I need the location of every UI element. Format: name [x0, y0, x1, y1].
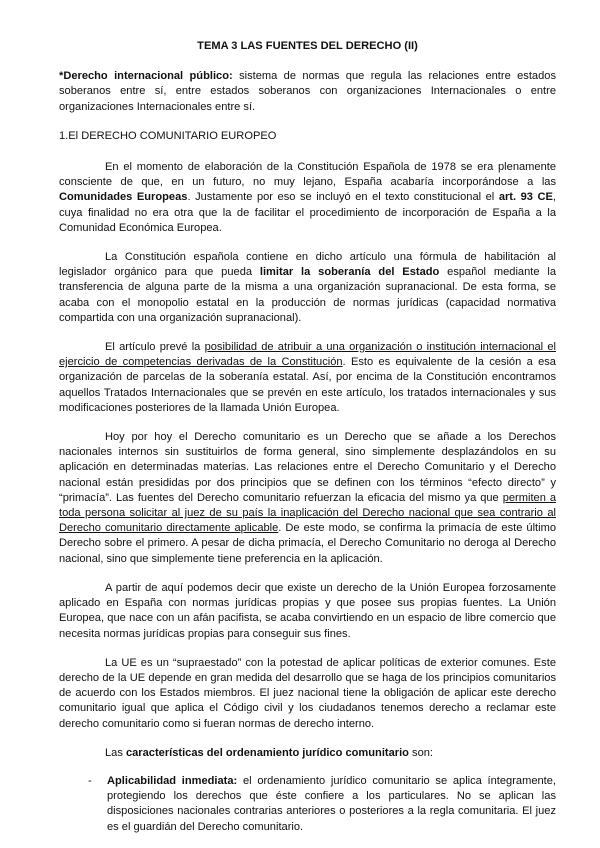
paragraph-3-text: El artículo prevé la	[105, 341, 205, 354]
lead-text: Las	[105, 746, 126, 759]
dash-bullet: -	[88, 774, 92, 787]
underlined-inaplicacion: permiten a toda persona solicitar al juez de su país la inaplicación del Derecho nacional que sea contrario al Derecho comunitario directamente aplicable	[59, 491, 556, 535]
paragraph-6: La UE es un “supraestado” con la potestad de aplicar políticas de exterior comunes. Este derecho de la UE depende en gran medida del desarrollo que se haga de los principios comunitarios de acuerdo con los Estados miembros. El juez nacional tiene la obligación de aplicar este derecho comunitario igual que aplica el Código civil y los ciudadanos tenemos derecho a reclamar este derecho comunitario como si fueran normas de derecho interno.	[59, 656, 556, 730]
paragraph-2-text: La Constitución española contiene en dicho artículo una fórmula de habilitación al legislador orgánico para que pueda	[59, 251, 556, 279]
paragraph-1-text: . Justamente por eso se incluyó en el texto constitucional el	[187, 191, 499, 204]
list-item-term: Aplicabilidad inmediata:	[107, 774, 238, 787]
lead-text: son:	[408, 746, 434, 759]
paragraph-5: A partir de aquí podemos decir que existe un derecho de la Unión Europea forzosamente aplicado en España con normas jurídicas propias y que posee sus propias fuentes. La Unión Europea, que nace con un afán pacifista, se acaba convirtiendo en un espacio de libre comercio que necesita normas jurídicas propias para conseguir sus fines.	[59, 581, 556, 640]
section-heading: 1.El DERECHO COMUNITARIO EUROPEO	[59, 129, 277, 142]
paragraph-1-text: , cuya finalidad no era otra que la de facilitar el procedimiento de incorporación de España a la Comunidad Económica Europea.	[59, 191, 556, 234]
paragraph-3	[59, 340, 556, 416]
paragraph-3-text: . Esto es equivalente de la cesión a esa organización de parcelas de la soberanía estatal. Así, por encima de la Constitución encontramos aquellos Tratados Internacionales que se prevén en este artículo, los tratados internacionales y sus modificaciones posteriores de la llamada Unión Europea.	[59, 356, 556, 414]
list-item	[59, 774, 556, 835]
paragraph-1	[59, 160, 556, 236]
intro-term: *Derecho internacional público:	[59, 70, 233, 83]
paragraph-4-text: . De este modo, se confirma la primacía de este último Derecho sobre el primero. A pesar de dicha primacía, el Derecho Comunitario no deroga al Derecho nacional, sino que simplemente tiene preferencia en la aplicación.	[59, 522, 556, 565]
intro-definition	[59, 69, 556, 115]
bold-limitar-soberania: limitar la soberanía del Estado	[259, 266, 440, 279]
paragraph-1-text: En el momento de elaboración de la Constitución Española de 1978 se era plenamente consciente de que, en un futuro, no muy lejano, España acabaría incorporándose a las	[59, 161, 556, 189]
list-item-text: el ordenamiento jurídico comunitario se aplica íntegramente, protegiendo los derechos que éste confiere a los particulares. No se aplican las disposiciones nacionales contrarias anteriores o posteriores a la regla comunitaria. El juez es el guardián del Derecho comunitario.	[107, 774, 557, 833]
document-title: TEMA 3 LAS FUENTES DEL DERECHO (II)	[197, 40, 418, 52]
bold-caracteristicas: características del ordenamiento jurídico comunitario	[125, 746, 409, 759]
characteristics-list	[59, 774, 556, 835]
characteristics-lead	[105, 746, 556, 761]
paragraph-4-text: Hoy por hoy el Derecho comunitario es un Derecho que se añade a los Derechos nacionales internos sin sustituirlos de forma general, sino simplemente desplazándolos en su aplicación en determinadas materias. Las relaciones entre el Derecho Comunitario y el Derecho nacional están presididas por dos principios que se definen con los términos “efecto directo” y “primacía”. Las fuentes del Derecho comunitario refuerzan la eficacia del mismo ya que	[59, 431, 556, 504]
intro-definition-text: sistema de normas que regula las relaciones entre estados soberanos entre sí, entre estados soberanos con organizaciones Internacionales o entre organizaciones Internacionales entre sí.	[59, 70, 556, 113]
underlined-atribuir-competencias: posibilidad de atribuir a una organización o institución internacional el ejercicio de competencias derivadas de la Constitución	[59, 341, 556, 369]
bold-art-93: art. 93 CE	[498, 191, 553, 204]
paragraph-2	[59, 250, 556, 326]
paragraph-4	[59, 430, 556, 567]
bold-comunidades-europeas: Comunidades Europeas	[59, 191, 188, 204]
paragraph-2-text: español mediante la transferencia de alguna parte de la misma a una organización supranacional. De esta forma, se acaba con el monopolio estatal en la producción de normas jurídicas (capacidad normativa compartida con una organización supranacional).	[59, 266, 556, 324]
